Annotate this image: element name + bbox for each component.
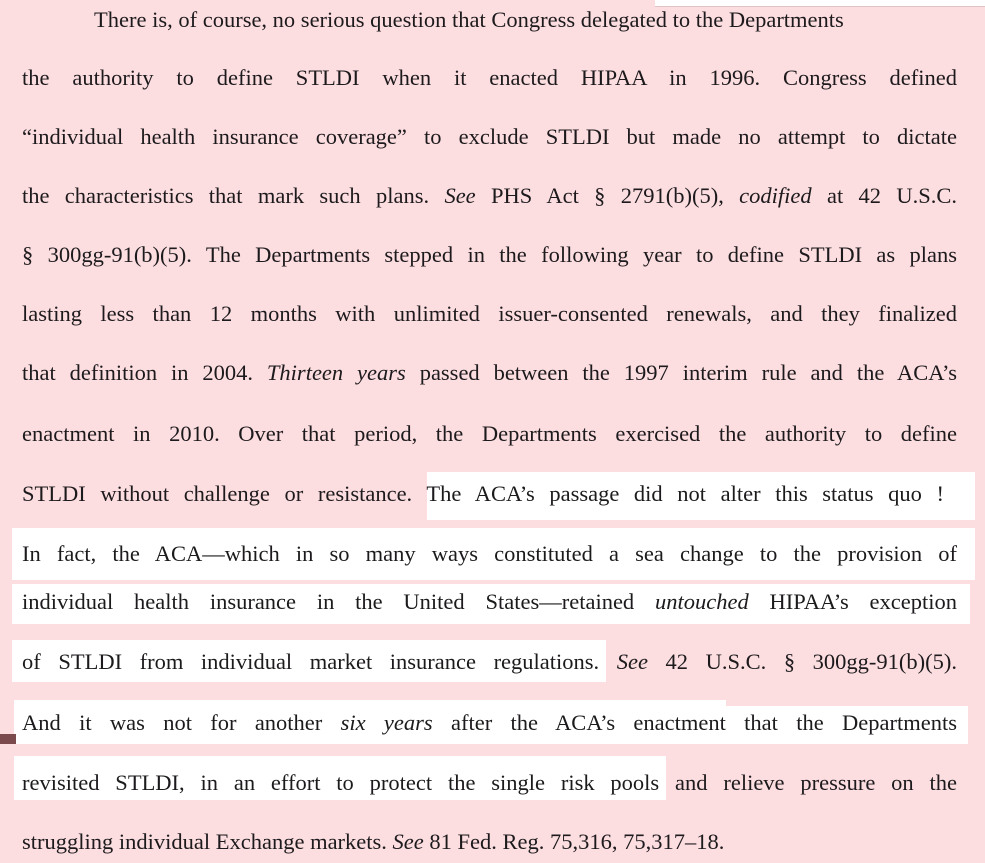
text-run: the characteristics that mark such plans. <box>22 183 445 208</box>
italic-text: See <box>444 183 476 208</box>
text-line <box>22 117 957 157</box>
italic-text: Thirteen years <box>266 360 406 385</box>
text-run: at 42 U.S.C. <box>811 183 957 208</box>
italic-text: See <box>616 649 648 674</box>
text-line <box>22 414 957 454</box>
line-content <box>22 65 957 90</box>
line-content <box>22 360 957 385</box>
line-content <box>22 589 957 614</box>
line-content <box>22 124 957 149</box>
text-run: struggling individual Exchange markets. <box>22 829 393 854</box>
text-line <box>22 353 957 393</box>
text-line <box>22 534 957 574</box>
text-line <box>22 763 957 803</box>
text-run: STLDI without challenge or resistance. The ACA’s passage did not alter this status quo ! <box>22 481 944 506</box>
text-run: There is, of course, no serious question that Congress delegated to the Departments <box>94 7 844 32</box>
italic-text: six years <box>340 710 433 735</box>
text-run: revisited STLDI, in an effort to protect the single risk pools and relieve pressure on the <box>22 770 957 795</box>
text-run: And it was not for another <box>22 710 341 735</box>
italic-text: See <box>392 829 424 854</box>
text-line <box>22 642 957 682</box>
text-run: HIPAA’s exception <box>748 589 957 614</box>
line-content <box>22 301 957 326</box>
text-run: § 300gg-91(b)(5). The Departments stepped in the following year to define STLDI as plans <box>22 242 957 267</box>
text-run: that definition in 2004. <box>22 360 267 385</box>
line-content <box>22 710 957 735</box>
margin-mark <box>0 734 16 744</box>
text-line <box>22 294 957 334</box>
text-line <box>22 582 957 622</box>
text-run: the authority to define STLDI when it enacted HIPAA in 1996. Congress defined <box>22 65 957 90</box>
italic-text: untouched <box>654 589 749 614</box>
text-run: enactment in 2010. Over that period, the Departments exercised the authority to define <box>22 421 957 446</box>
text-run: lasting less than 12 months with unlimited issuer-consented renewals, and they finalized <box>22 301 957 326</box>
text-run: passed between the 1997 interim rule and the ACA’s <box>405 360 957 385</box>
line-content <box>22 242 957 267</box>
text-run: 42 U.S.C. § 300gg-91(b)(5). <box>647 649 957 674</box>
text-line <box>22 235 957 275</box>
text-line <box>22 474 944 514</box>
line-content <box>94 7 844 32</box>
line-content <box>22 649 957 674</box>
line-content <box>22 829 724 854</box>
text-run: In fact, the ACA—which in so many ways constituted a sea change to the provision of <box>22 541 957 566</box>
line-content <box>22 183 957 208</box>
text-line <box>22 822 957 862</box>
text-line <box>22 176 957 216</box>
line-content <box>22 481 944 506</box>
text-run: after the ACA’s enactment that the Departments <box>432 710 957 735</box>
line-content <box>22 421 957 446</box>
line-content <box>22 770 957 795</box>
text-line <box>94 0 956 40</box>
text-run: of STLDI from individual market insurance regulations. <box>22 649 617 674</box>
italic-text: codified <box>739 183 812 208</box>
text-run: “individual health insurance coverage” to exclude STLDI but made no attempt to dictate <box>22 124 957 149</box>
text-line <box>22 58 957 98</box>
text-run: PHS Act § 2791(b)(5), <box>475 183 740 208</box>
text-run: individual health insurance in the United States—retained <box>22 589 655 614</box>
line-content <box>22 541 957 566</box>
text-line <box>22 703 957 743</box>
text-run: 81 Fed. Reg. 75,316, 75,317–18. <box>423 829 725 854</box>
